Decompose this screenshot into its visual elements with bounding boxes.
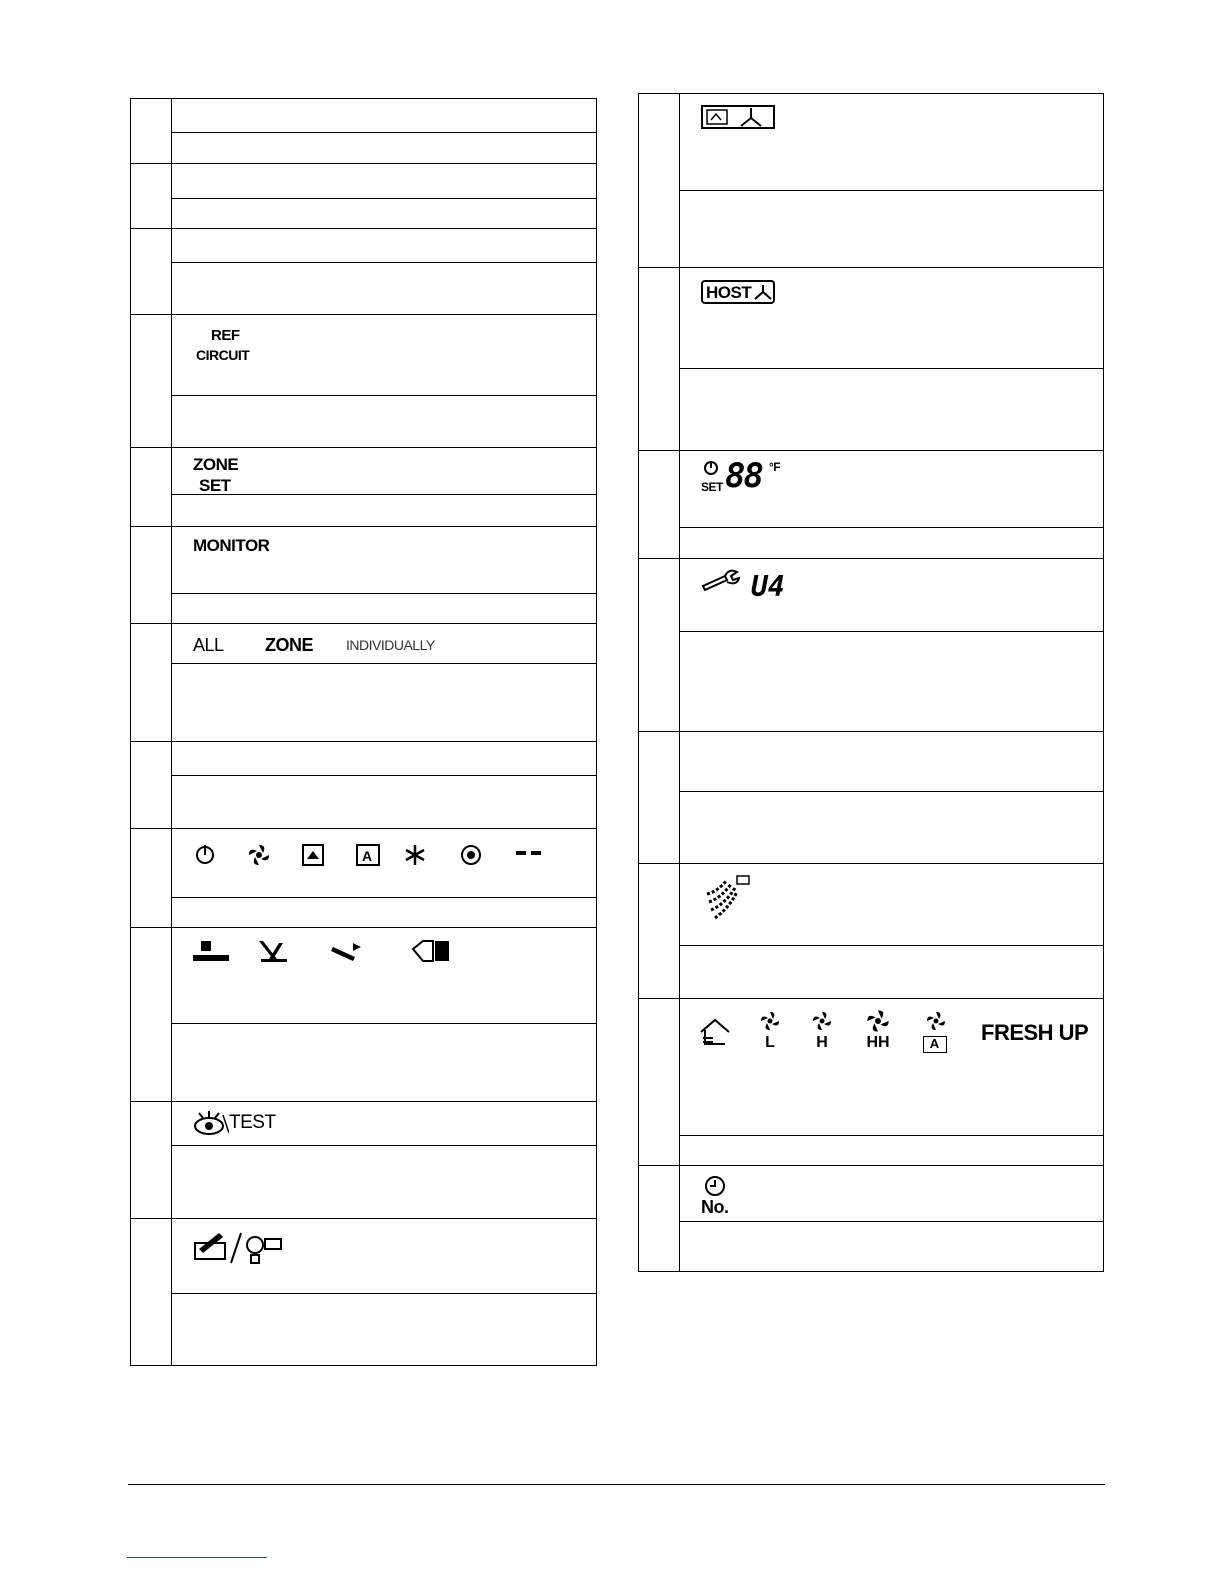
host-network-icon [753, 283, 773, 301]
circuit-label: CIRCUIT [196, 347, 250, 363]
fan-speed-auto-label: A [929, 1036, 940, 1051]
drain-icon [413, 941, 449, 961]
host-badge [701, 280, 775, 304]
auto-icon [357, 845, 379, 865]
ventilation-unit-icon [247, 1237, 281, 1263]
right-number-column [679, 94, 680, 1271]
fan-speed-very-high-icon [865, 1008, 891, 1034]
monitor-label: MONITOR [193, 536, 270, 555]
zone-label: ZONE [193, 455, 239, 474]
power-small-icon [703, 460, 719, 476]
set-small-label: SET [701, 480, 723, 494]
swing-flap-icon [701, 874, 751, 924]
timer-number-label: No. [701, 1197, 729, 1217]
error-code-display: U4 [751, 570, 785, 603]
humidifier-icon [195, 1233, 225, 1259]
host-label: HOST [706, 283, 752, 302]
svg-text:A: A [362, 848, 373, 864]
wrench-icon [701, 568, 741, 592]
slash-divider [231, 1233, 241, 1263]
test-label: TEST [229, 1112, 276, 1133]
fan-icon [249, 845, 269, 865]
fan-speed-high-label: H [816, 1034, 828, 1051]
inspection-eye-icon [193, 1111, 229, 1137]
set-label: SET [199, 476, 231, 495]
left-symbol-table [130, 98, 597, 1366]
dry-icon [303, 845, 323, 865]
fan-speed-auto-box [923, 1036, 947, 1053]
temperature-display: 88 [725, 456, 762, 496]
temperature-unit: °F [769, 460, 781, 474]
fresh-air-house-icon [699, 1018, 731, 1048]
ventilation-icon [516, 851, 541, 855]
maintenance-icons [191, 937, 471, 967]
power-icon [197, 845, 213, 863]
footer-link-underline[interactable] [127, 1557, 267, 1558]
fan-speed-very-high-label: HH [866, 1034, 890, 1051]
filter-icon [193, 941, 229, 961]
fan-speed-low-icon [759, 1010, 781, 1032]
individually-label: INDIVIDUALLY [346, 637, 435, 653]
heat-icon [462, 846, 480, 864]
footer-rule [128, 1484, 1105, 1485]
cool-icon [406, 845, 424, 865]
zone-group-label: ZONE [265, 635, 314, 655]
fan-speed-low-label: L [765, 1034, 775, 1051]
element-clean-icon [259, 941, 287, 962]
fan-speed-high-icon [811, 1010, 833, 1032]
left-number-column [171, 99, 172, 1365]
central-control-icon [701, 104, 777, 132]
fan-speed-auto-icon [925, 1010, 947, 1032]
ref-label: REF [211, 327, 240, 344]
operation-mode-icons [191, 841, 561, 871]
fresh-up-label: FRESH UP [981, 1020, 1089, 1045]
heater-ventilation-icons [193, 1227, 303, 1267]
all-label: ALL [193, 635, 224, 655]
element-check-icon [331, 943, 361, 961]
right-symbol-table [638, 93, 1104, 1272]
timer-clock-icon [703, 1174, 727, 1198]
